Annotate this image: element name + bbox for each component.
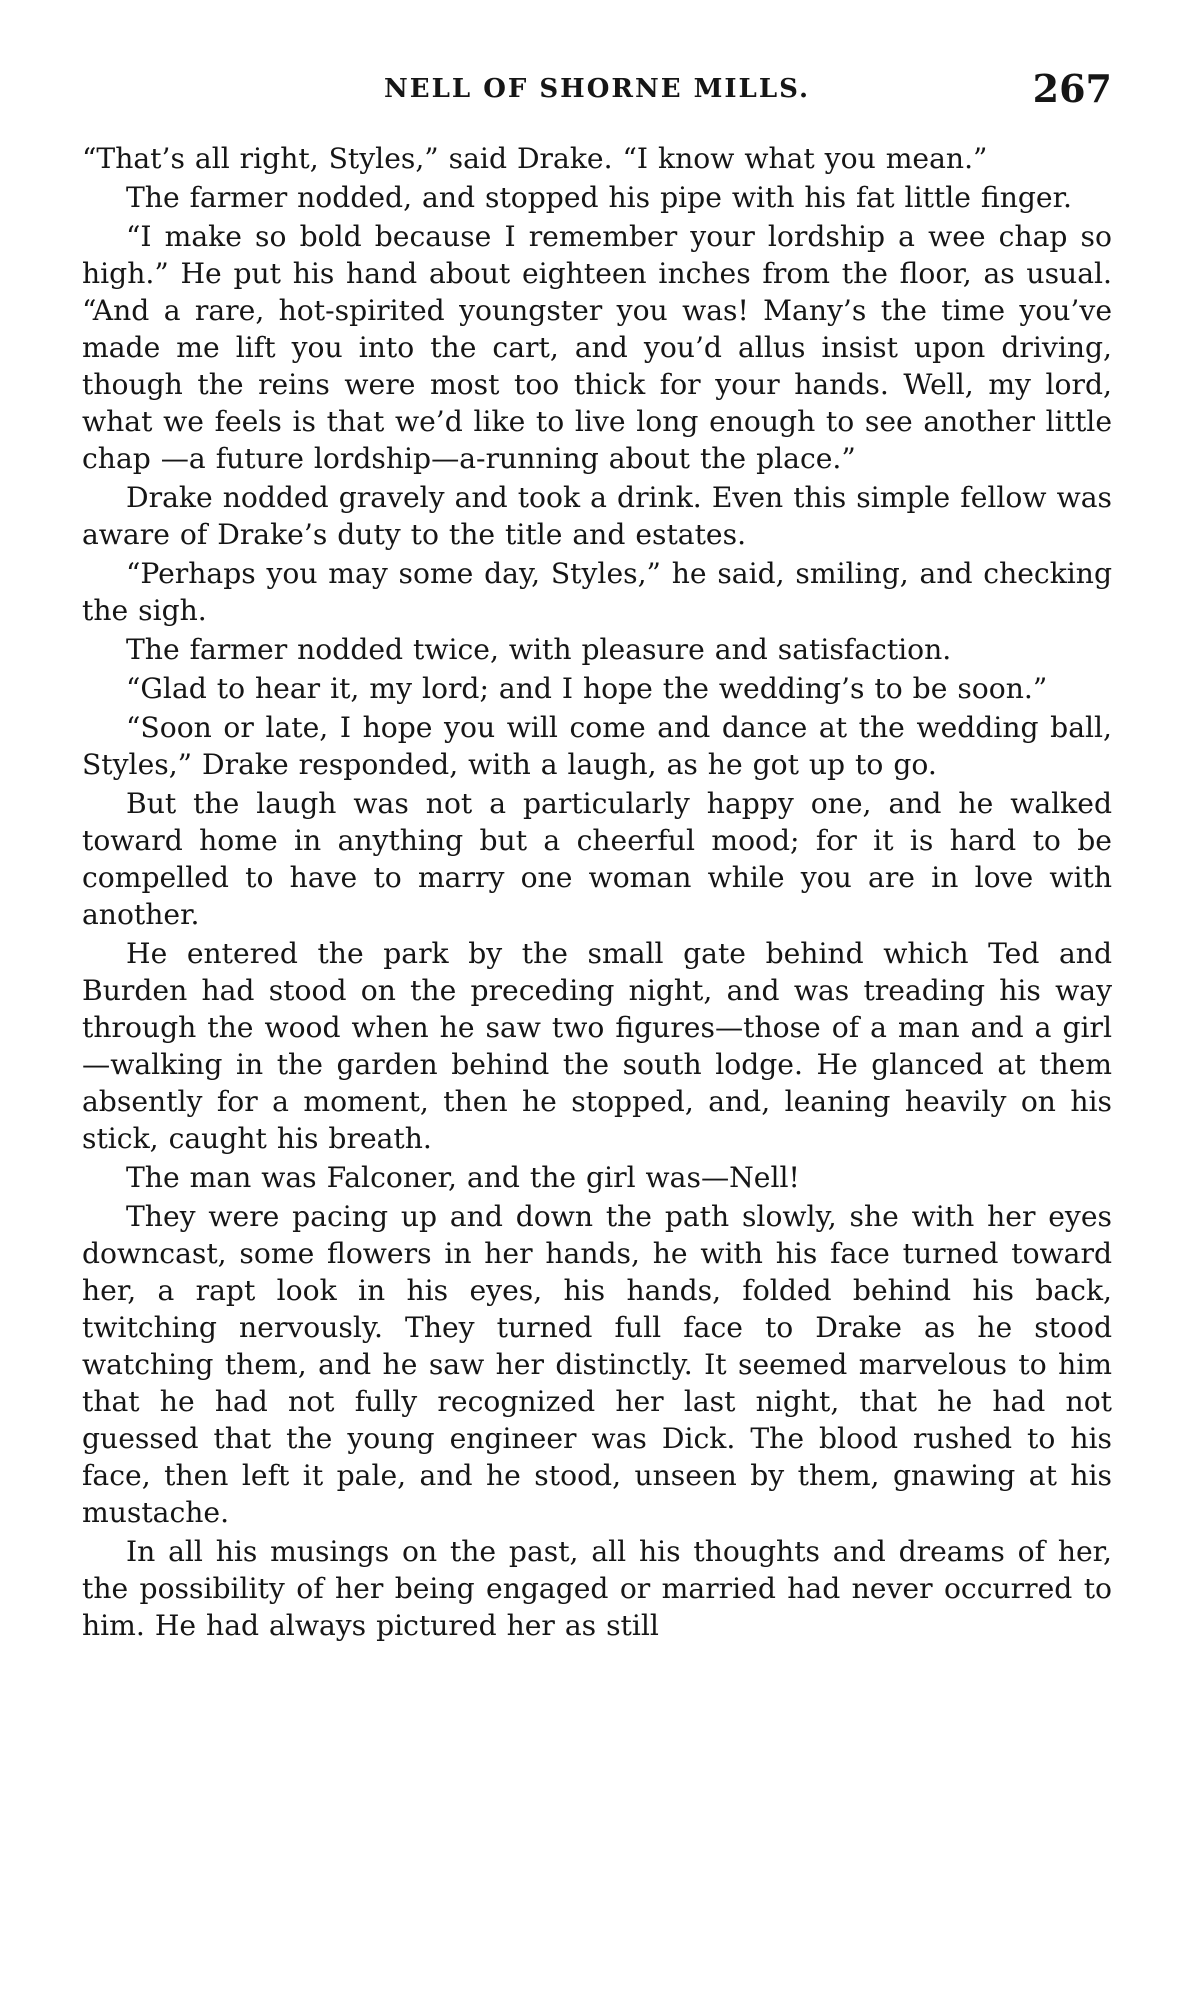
paragraph: “Perhaps you may some day, Styles,” he said, smiling, and checking the sigh.	[82, 557, 1112, 627]
paragraph: The farmer nodded twice, with pleasure and satisfaction.	[126, 633, 952, 666]
paragraph: “That’s all right, Styles,” said Drake. “I know what you mean.”	[82, 142, 988, 175]
paragraph: “Glad to hear it, my lord; and I hope the wedding’s to be soon.”	[126, 672, 1048, 705]
paragraph: In all his musings on the past, all his thoughts and dreams of her, the possibility of her being engaged or married had never occurred to him. He had always pictured her as still	[82, 1535, 1112, 1642]
running-title: NELL OF SHORNE MILLS.	[384, 74, 810, 104]
paragraph: The man was Falconer, and the girl was—Nell!	[126, 1161, 800, 1194]
paragraph: “I make so bold because I remember your lordship a wee chap so high.” He put his hand about eighteen inches from the floor, as usual. “And a rare, hot-spirited youngster you was! Many’s the time you’ve made me lift you into the cart, and you’d allus insist upon driving, though the reins were most too thick for your hands. Well, my lord, what we feels is that we’d like to live long enough to see another little chap —a future lordship—a-running about the place.”	[82, 220, 1112, 475]
paragraph: “Soon or late, I hope you will come and dance at the wedding ball, Styles,” Drake responded, with a laugh, as he got up to go.	[82, 711, 1112, 781]
paragraph: But the laugh was not a particularly happy one, and he walked toward home in anything but a cheerful mood; for it is hard to be compelled to have to marry one woman while you are in love with another.	[82, 787, 1112, 931]
paragraph: Drake nodded gravely and took a drink. Even this simple fellow was aware of Drake’s duty to the title and estates.	[82, 481, 1112, 551]
page-number: 267	[1032, 66, 1112, 111]
body-text	[82, 140, 1112, 1644]
book-page	[82, 66, 1112, 1996]
paragraph: They were pacing up and down the path slowly, she with her eyes downcast, some flowers in her hands, he with his face turned toward her, a rapt look in his eyes, his hands, folded behind his back, twitching nervously. They turned full face to Drake as he stood watching them, and he saw her distinctly. It seemed marvelous to him that he had not fully recognized her last night, that he had not guessed that the young engineer was Dick. The blood rushed to his face, then left it pale, and he stood, unseen by them, gnawing at his mustache.	[82, 1200, 1112, 1529]
page-header	[82, 66, 1112, 122]
paragraph: He entered the park by the small gate behind which Ted and Burden had stood on the preceding night, and was treading his way through the wood when he saw two figures—those of a man and a girl—walking in the garden behind the south lodge. He glanced at them absently for a moment, then he stopped, and, leaning heavily on his stick, caught his breath.	[82, 937, 1112, 1155]
paragraph: The farmer nodded, and stopped his pipe with his fat little finger.	[126, 181, 1072, 214]
